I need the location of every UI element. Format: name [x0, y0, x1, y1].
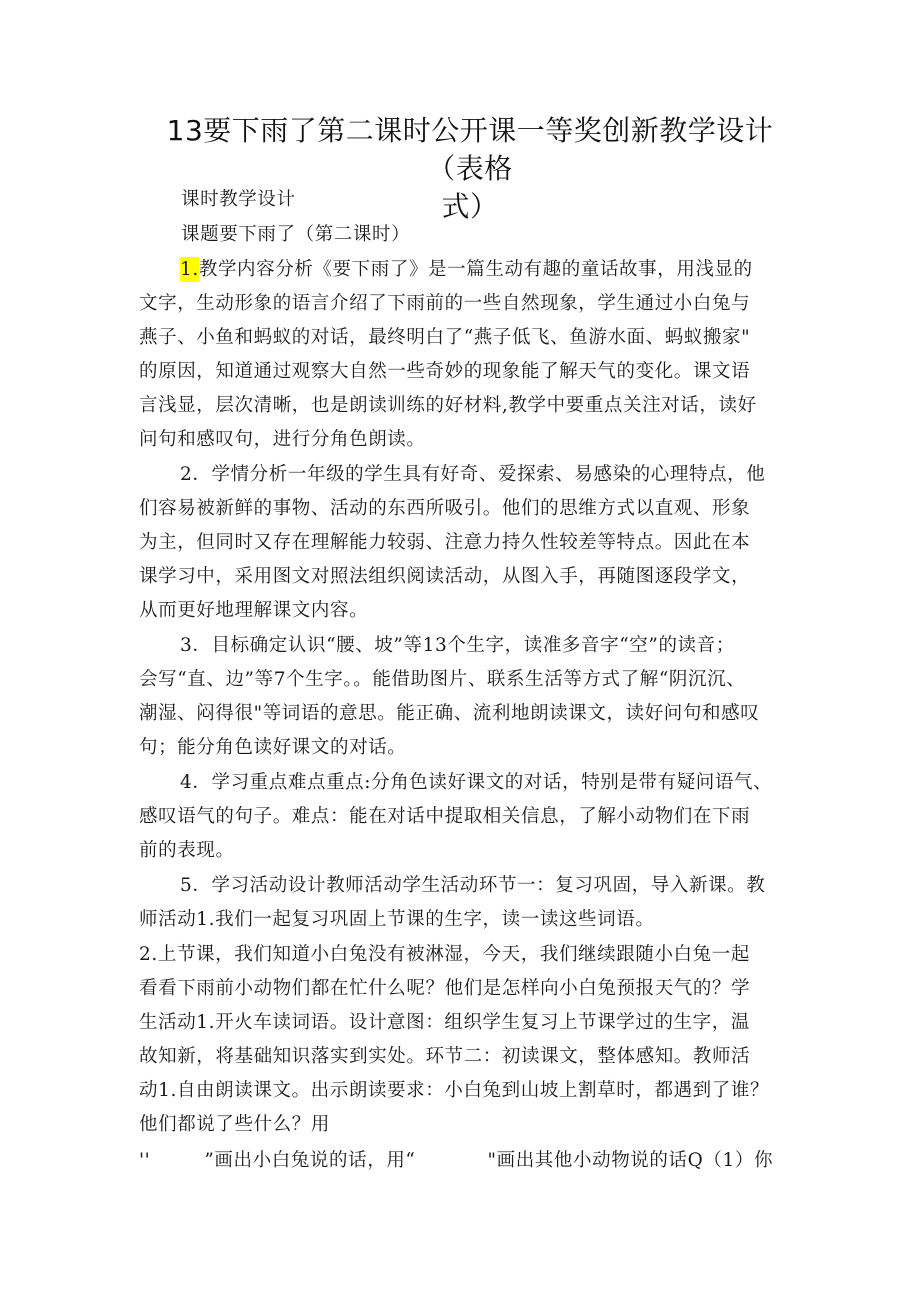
section-5-line-8: 他们都说了些什么？用: [139, 1114, 331, 1135]
section-4-line-1: 4．学习重点难点重点:分角色读好课文的对话，特别是带有疑问语气、: [180, 772, 773, 793]
section-5-line-5: 生活动1.开火车读词语。设计意图：组织学生复习上节课学过的生字，温: [139, 1012, 750, 1033]
section-1-line-2: 文字，生动形象的语言介绍了下雨前的一些自然现象，学生通过小白兔与: [139, 293, 751, 314]
section-1-line-6: 问句和感叹句，进行分角色朗读。: [139, 429, 426, 450]
section-5-line-3: 2.上节课，我们知道小白兔没有被淋湿，今天，我们继续跟随小白兔一起: [139, 944, 750, 965]
section-1-line-4: 的原因，知道通过观察大自然一些奇妙的现象能了解天气的变化。课文语: [139, 361, 751, 382]
section-5-line-7: 动1.自由朗读课文。出示朗读要求：小白兔到山坡上割草时，都遇到了谁？: [139, 1080, 770, 1101]
section-2-line-2: 们容易被新鲜的事物、活动的东西所吸引。他们的思维方式以直观、形象: [139, 498, 751, 519]
section-3-line-4: 句；能分角色读好课文的对话。: [139, 737, 407, 758]
section-1-number-highlight: 1.: [180, 259, 199, 280]
section-2-line-3: 为主，但同时又存在理解能力较弱、注意力持久性较差等特点。因此在本: [139, 532, 751, 553]
section-5-line-9-part-3: "画出其他小动物说的话Q（1）你: [487, 1150, 774, 1171]
section-3-line-1: 3．目标确定认识“腰、坡”等13个生字，读准多音字“空”的读音；: [180, 635, 735, 656]
lesson-title: 课题要下雨了（第二课时）: [181, 224, 411, 245]
section-5-line-1: 5．学习活动设计教师活动学生活动环节一：复习巩固，导入新课。教: [180, 875, 766, 896]
section-1-line-3: 燕子、小鱼和蚂蚁的对话，最终明白了“燕子低飞、鱼游水面、蚂蚁搬家": [139, 327, 751, 348]
section-3-line-2: 会写“直、边”等7个生字。。能借助图片、联系生活等方式了解“阴沉沉、: [139, 669, 746, 690]
quote-mark: '': [139, 1150, 151, 1171]
title-line-2: 式）: [441, 190, 499, 223]
section-5-line-9-part-2: ”画出小白兔说的话，用“: [204, 1150, 416, 1171]
section-4-line-3: 前的表现。: [139, 840, 235, 861]
section-2-line-5: 从而更好地理解课文内容。: [139, 600, 369, 621]
section-5-line-9: [139, 1148, 773, 1174]
section-2-line-4: 课学习中，采用图文对照法组织阅读活动，从图入手，再随图逐段学文，: [139, 566, 751, 587]
section-1-line-5: 言浅显，层次清晰，也是朗读训练的好材料,教学中要重点关注对话，读好: [139, 395, 757, 416]
subheading: 课时教学设计: [181, 189, 296, 210]
title-line-1: 13要下雨了第二课时公开课一等奖创新教学设计（表格: [166, 114, 774, 185]
section-4-line-2: 感叹语气的句子。难点：能在对话中提取相关信息，了解小动物们在下雨: [139, 806, 751, 827]
section-2-line-1: 2．学情分析一年级的学生具有好奇、爱探索、易感染的心理特点，他: [180, 464, 766, 485]
section-5-line-6: 故知新，将基础知识落实到实处。环节二：初读课文，整体感知。教师活: [139, 1046, 751, 1067]
section-3-line-3: 潮湿、闷得很"等词语的意思。能正确、流利地朗读课文，读好问句和感叹: [139, 703, 760, 724]
section-5-line-2: 师活动1.我们一起复习巩固上节课的生字，读一读这些词语。: [139, 909, 655, 930]
section-5-line-4: 看看下雨前小动物们都在忙什么呢？他们是怎样向小白兔预报天气的？学: [139, 978, 751, 999]
section-1-line-1: [180, 257, 753, 283]
section-1-text: 教学内容分析《要下雨了》是一篇生动有趣的童话故事，用浅显的: [198, 259, 753, 280]
